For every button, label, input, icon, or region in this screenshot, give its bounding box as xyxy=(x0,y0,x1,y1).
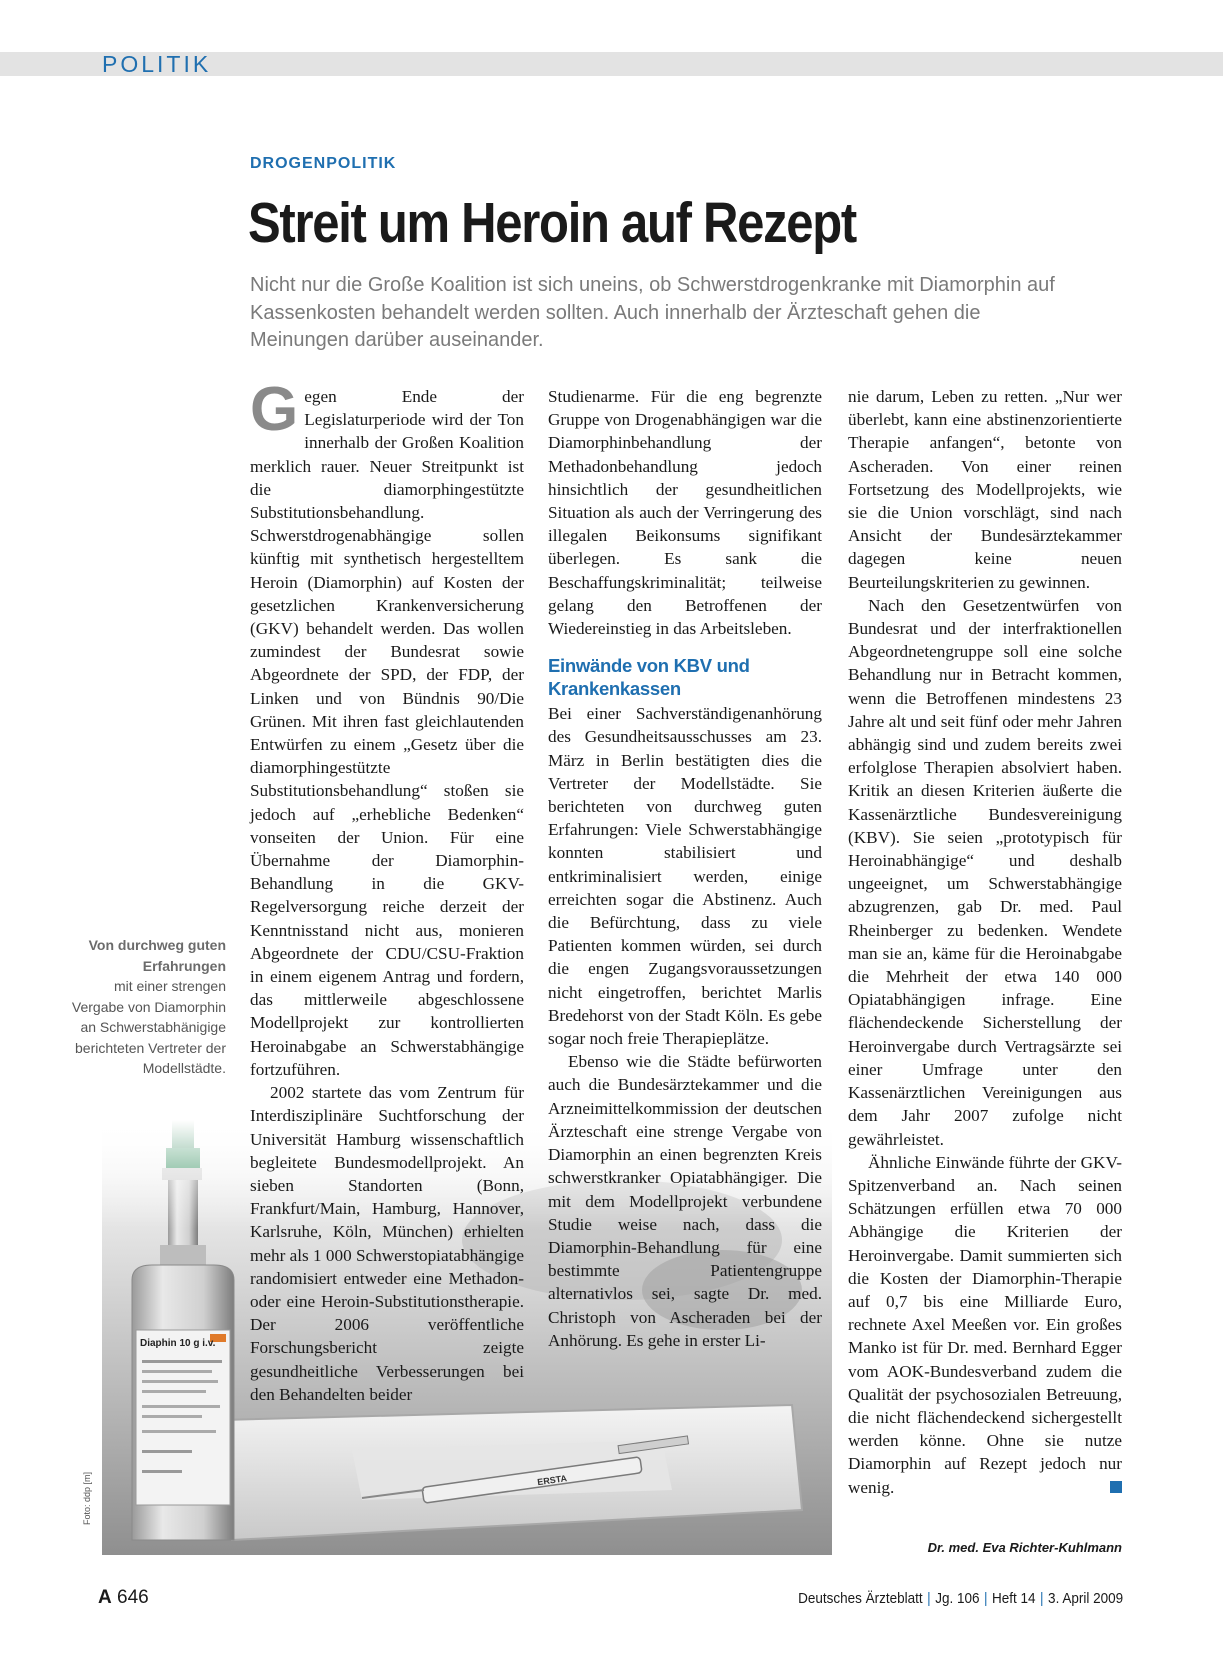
paragraph-text: egen Ende der Legislaturperiode wird der Ton innerhalb der Großen Koalition merklich rauer. Neuer Streitpunkt ist die diamorphingestützte Substitutionsbehandlung. Schwerstdrogenabhängige sollen künftig mit synthetisch hergestelltem Heroin (Diamorphin) auf Kosten der gesetzlichen Krankenversicherung (GKV) behandelt werden. Das wollen zumindest der Bundesrat sowie Abgeordnete der SPD, der FDP, der Linken und von Bündnis 90/Die Grünen. Mit ihren fast gleichlautenden Entwürfen zu einem „Gesetz über die diamorphingestützte Substitutionsbehandlung“ stoßen sie jedoch auf „erhebliche Bedenken“ vonseiten der Union. Für eine Übernahme der Diamorphin-Behandlung in die GKV-Regelversorgung reiche derzeit der Kenntnisstand nicht aus, monieren Abgeordnete der CDU/CSU-Fraktion in einem eigenem Antrag und fordern, das mittlerweile abgeschlossene Modellprojekt zur kontrollierten Heroinabgabe an Schwerstabhängige fortzuführen. xyxy=(250,387,524,1079)
page-number xyxy=(98,1587,149,1609)
article-paragraph: 2002 startete das vom Zentrum für Interdisziplinäre Suchtforschung der Universität Hamburg wissenschaftlich begleitete Bundesmodellprojekt. An sieben Standorten (Bonn, Frankfurt/Main, Hamburg, Hannover, Karlsruhe, Köln, München) erhielten mehr als 1 000 Schwerstopiatabhängige randomisiert entweder eine Methadon- oder eine Heroin-Substitutionstherapie. Der 2006 veröffentliche Forschungsbericht zeigte gesundheitliche Verbesserungen bei den Behandelten beider xyxy=(250,1083,524,1404)
article-paragraph: Bei einer Sachverständigenanhörung des Gesundheitsausschusses am 23. März in Berlin bestätigten dies die Vertreter der Modellstädte. Sie berichteten von durchweg guten Erfahrungen: Viele Schwerstabhängige konnten stabilisiert und entkriminalisiert werden, einige erreichten sogar die Abstinenz. Auch die Befürchtung, dass zu viele Patienten kommen würden, sei durch die engen Zugangsvoraussetzungen nicht eingetroffen, berichtet Marlis Bredehorst von der Stadt Köln. Es gebe sogar noch freie Therapieplätze. xyxy=(548,704,822,1049)
article-lead: Nicht nur die Große Koalition ist sich uneins, ob Schwerstdrogenkranke mit Diamorphin auf Kassenkosten behandelt werden sollten. Auch innerhalb der Ärzteschaft gehen die Meinungen darüber auseinander. xyxy=(250,274,1055,351)
journal-date: 3. April 2009 xyxy=(1047,1590,1123,1607)
article-column-3 xyxy=(848,385,1122,1499)
caption-text: mit einer strengen Vergabe von Diamorphin an Schwerstabhänigige berichteten Vertreter der Modellstädte. xyxy=(71,978,226,1076)
journal-volume: Jg. 106 xyxy=(935,1590,980,1607)
article-column-1 xyxy=(250,375,524,1406)
article-column-2 xyxy=(548,385,822,1352)
caption-lead: Von durchweg guten Erfahrungen xyxy=(88,937,226,974)
article-paragraph: Ebenso wie die Städte befürworten auch die Bundesärztekammer und die Arzneimittelkommission der deutschen Ärzteschaft eine strenge Vergabe von Diamorphin an einen begrenzten Kreis schwerstkranker Opiatabhängiger. Die mit dem Modellprojekt verbundene Studie weise nach, dass die Diamorphin-Behandlung für eine bestimmte Patientengruppe alternativlos sei, sagte Dr. med. Christoph von Ascheraden bei der Anhörung. Es gehe in erster Li- xyxy=(548,1052,822,1350)
drop-cap: G xyxy=(250,375,299,444)
page-number-value: 646 xyxy=(117,1587,149,1608)
article-paragraph: Studienarme. Für die eng begrenzte Gruppe von Drogenabhängigen war die Diamorphinbehandlung der Methadonbehandlung jedoch hinsichtlich der gesundheitlichen Situation als auch der Verringerung des illegalen Beikonsums signifikant überlegen. Es sank die Beschaffungskriminalität; teilweise gelang den Betroffenen der Wiedereinstieg in das Arbeitsleben. xyxy=(548,387,822,639)
publication-info xyxy=(798,1590,1123,1607)
separator: | xyxy=(927,1590,931,1607)
separator: | xyxy=(983,1590,988,1607)
article-paragraph xyxy=(848,1151,1122,1499)
article-title: Streit um Heroin auf Rezept xyxy=(248,191,856,255)
journal-issue: Heft 14 xyxy=(991,1590,1036,1607)
article-paragraph: nie darum, Leben zu retten. „Nur wer überlebt, kann eine abstinenzorientierte Therapie anfangen“, betonte von Ascheraden. Von einer reinen Fortsetzung des Modellprojekts, wie sie die Union vorschlägt, sind nach Ansicht der Bundesärztekammer dagegen keine neuen Beurteilungskriterien zu gewinnen. xyxy=(848,387,1122,592)
photo-caption xyxy=(60,935,226,1079)
article-subhead: Einwände von KBV und Krankenkassen xyxy=(548,655,750,700)
article-paragraph: Nach den Gesetzentwürfen von Bundesrat und der interfraktionellen Abgeordnetengruppe soll eine solche Behandlung nur in Betracht kommen, wenn die Betroffenen mindestens 23 Jahre alt und seit fünf oder mehr Jahren abhängig sind und zudem bereits zwei erfolglose Therapien absolviert haben. Kritik an diesen Kriterien äußerte die Kassenärztliche Bundesvereinigung (KBV). Sie seien „prototypisch für Heroinabhängige“ und deshalb ungeeignet, um Schwerstabhängige abzugrenzen, gab Dr. med. Paul Rheinberger zu bedenken. Wendete man sie an, käme für die Heroinabgabe die Mehrheit der etwa 140 000 Opiatabhängigen infrage. Eine flächendeckende Sicherstellung der Heroinvergabe durch Vertragsärzte sei einer Umfrage unter den Kassenärztlichen Vereinigungen aus dem Jahr 2007 zufolge nicht gewährleistet. xyxy=(848,595,1122,1149)
journal-name: Deutsches Ärzteblatt xyxy=(797,1590,923,1607)
page-prefix: A xyxy=(98,1587,112,1608)
separator: | xyxy=(1039,1590,1044,1607)
article-kicker: DROGENPOLITIK xyxy=(250,155,397,172)
photo-credit: Foto: ddp [m] xyxy=(82,1471,92,1525)
end-of-article-mark xyxy=(1110,1481,1122,1493)
article-author: Dr. med. Eva Richter-Kuhlmann xyxy=(927,1540,1122,1555)
article-paragraph xyxy=(250,375,524,1081)
section-label: POLITIK xyxy=(102,51,212,77)
paragraph-text: Ähnliche Einwände führte der GKV-Spitzenverband an. Nach seinen Schätzungen erfüllen etwa 70 000 Abhängige die Kriterien der Heroinvergabe. Damit summierten sich die Kosten der Diamorphin-Therapie auf 0,7 bis eine Milliarde Euro, rechnete Axel Meeßen vor. Ein großes Manko ist für Dr. med. Bernhard Egger vom AOK-Bundesverband zudem die Qualität der psychosozialen Betreuung, die nicht flächendeckend sichergestellt werden könne. Ohne sie nutze Diamorphin auf Rezept jedoch nur wenig. xyxy=(848,1152,1122,1497)
